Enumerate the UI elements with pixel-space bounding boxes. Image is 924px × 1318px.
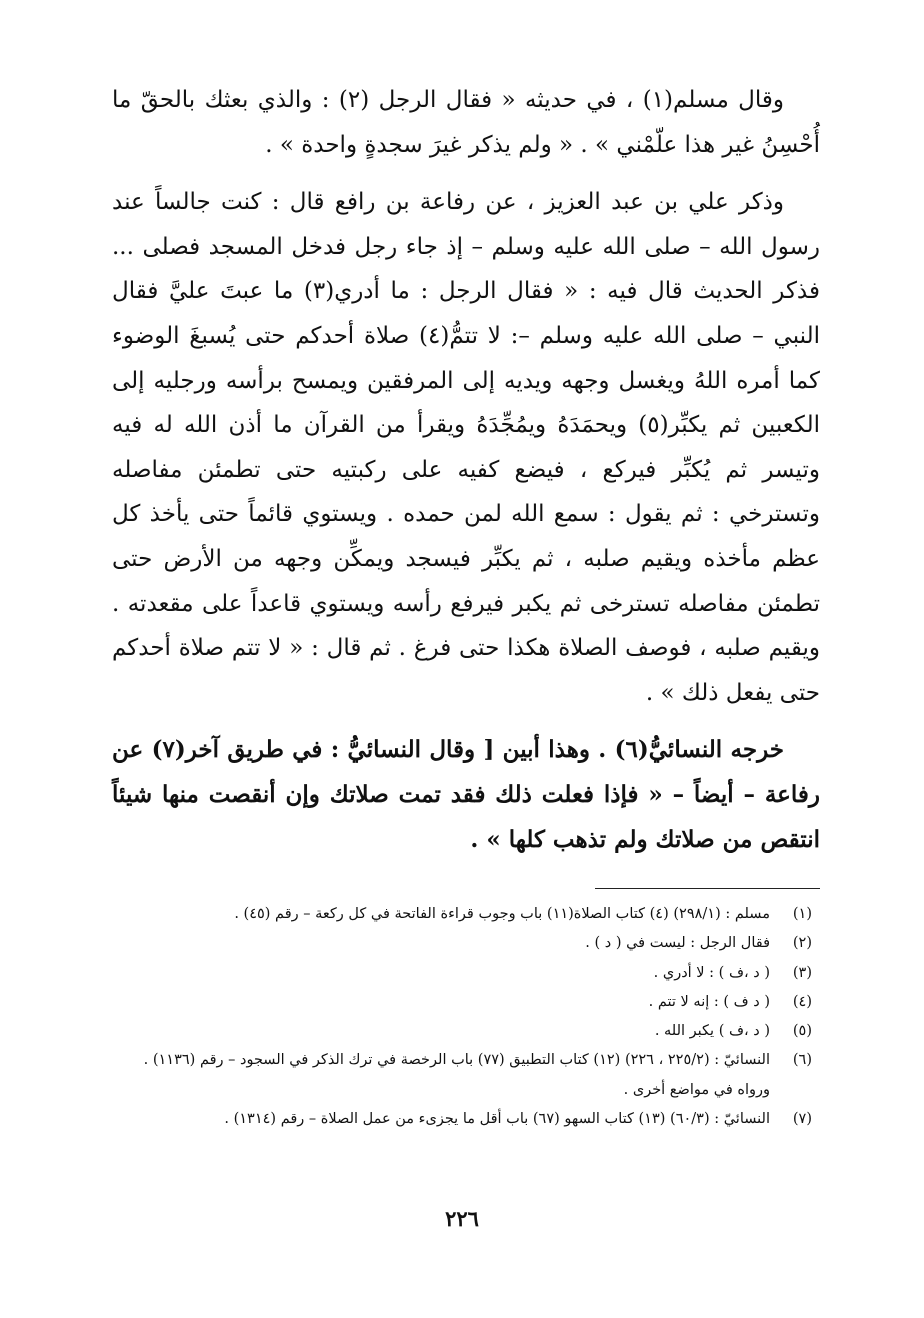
footnote-number: (٤): [792, 993, 812, 1010]
footnote-divider: [595, 888, 820, 889]
footnote-text: ( د ،ف ) يكبر الله .: [654, 1023, 770, 1040]
page-number: ٢٢٦: [445, 1206, 479, 1231]
footnote-item: [112, 900, 812, 929]
paragraph-1: وقال مسلم(١) ، في حديثه « فقال الرجل (٢) : والذي بعثك بالحقّ ما أُحْسِنُ غير هذا علّمْني » . « ولم يذكر غيرَ سجدةٍ واحدة » .: [112, 87, 820, 158]
footnote-number: (٥): [792, 1023, 812, 1040]
footnotes: [112, 900, 812, 1134]
footnote-text: مسلم : (٢٩٨/١) (٤) كتاب الصلاة(١١) باب وجوب قراءة الفاتحة في كل ركعة – رقم (٤٥) .: [234, 906, 770, 922]
paragraph-3: خرجه النسائيُّ(٦) . وهذا أبين [ وقال النسائيُّ : في طريق آخر(٧) عن رفاعة – أيضاً – « فإذا فعلت ذلك فقد تمت صلاتك وإن أنقصت منها شيئاً انتقص من صلاتك ولم تذهب كلها » .: [112, 736, 820, 853]
footnote-item: [112, 959, 812, 988]
footnote-text: النسائيّ : (٦٠/٣) (١٣) كتاب السهو (٦٧) باب أقل ما يجزىء من عمل الصلاة – رقم (١٣١٤) .: [224, 1111, 770, 1128]
footnote-text: ( د ف ) : إنه لا تتم .: [648, 993, 770, 1010]
footnote-item: [112, 1046, 812, 1105]
footnote-text: فقال الرجل : ليست في ( د ) .: [585, 935, 770, 952]
main-text: [112, 78, 820, 875]
footnote-number: (١): [792, 906, 812, 922]
footnote-item: [112, 1105, 812, 1134]
footnote-item: [112, 929, 812, 958]
footnote-number: (٦): [792, 1052, 812, 1069]
footnote-item: [112, 1017, 812, 1046]
footnote-number: (٢): [792, 935, 812, 952]
footnote-text: ( د ،ف ) : لا أدري .: [653, 964, 770, 981]
footnote-text: النسائيّ : (٢٢٥/٢ ، ٢٢٦) (١٢) كتاب التطبيق (٧٧) باب الرخصة في ترك الذكر في السجود – رقم (١١٣٦) . ورواه في مواضع أخرى .: [143, 1052, 770, 1098]
paragraph-2: وذكر علي بن عبد العزيز ، عن رفاعة بن رافع قال : كنت جالساً عند رسول الله – صلى الله عليه وسلم – إذ جاء رجل فدخل المسجد فصلى ... فذكر الحديث قال فيه : « فقال الرجل : ما أدري(٣) ما عبتَ عليَّ فقال النبي – صلى الله عليه وسلم –: لا تتمُّ(٤) صلاة أحدكم حتى يُسبغَ الوضوء كما أمره اللهُ ويغسل وجهه ويديه إلى المرفقين ويمسح برأسه ورجليه إلى الكعبين ثم يكبِّر(٥) ويحمَدَهُ ويمُجِّدَهُ ويقرأ من القرآن ما أذن الله له فيه وتيسر ثم يُكبِّر فيركع ، فيضع كفيه على ركبتيه حتى تطمئن مفاصله وتسترخي : ثم يقول : سمع الله لمن حمده . ويستوي قائماً حتى يأخذ كل عظم مأخذه ويقيم صلبه ، ثم يكبِّر فيسجد ويمكِّن وجهه من الأرض حتى تطمئن مفاصله تسترخى ثم يكبر فيرفع رأسه ويستوي قاعداً على مقعدته . ويقيم صلبه ، فوصف الصلاة هكذا حتى فرغ . ثم قال : « لا تتم صلاة أحدكم حتى يفعل ذلك » .: [112, 189, 820, 706]
footnote-number: (٣): [792, 964, 812, 981]
footnote-number: (٧): [792, 1111, 812, 1128]
footnote-item: [112, 988, 812, 1017]
